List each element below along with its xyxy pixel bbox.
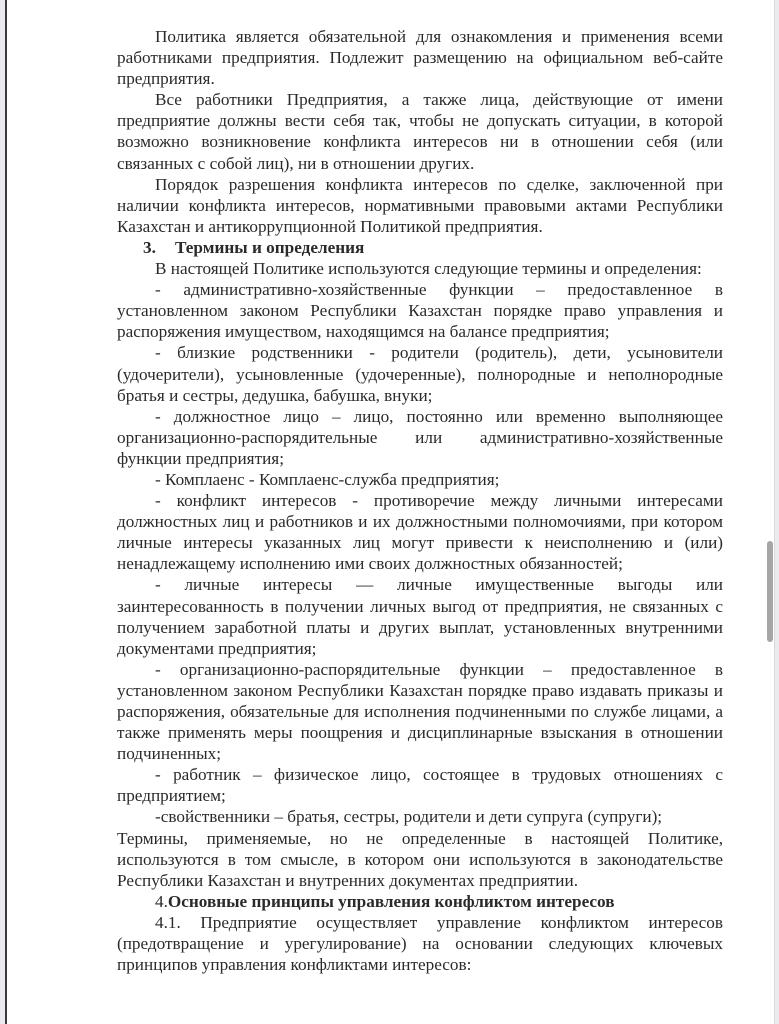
term-item: - должностное лицо – лицо, постоянно или временно выполняющее организационно-распорядительные или административно-хозяйственные функции предприятия; [117,406,723,468]
section-3-number: 3. [143,237,156,257]
term-item: - работник – физическое лицо, состоящее в трудовых отношениях с предприятием; [117,765,723,806]
term-item: - административно-хозяйственные функции – предоставленное в установленном законом Республики Казахстан порядке право управления и распоряжения имуществом, находящимся на балансе предприятия; [117,280,723,342]
section-4-title: Основные принципы управления конфликтом интересов [167,891,615,911]
section-4-1-paragraph: 4.1. Предприятие осуществляет управление конфликтом интересов (предотвращение и урегулирование) на основании следующих ключевых принципов управления конфликтами интересов: [117,912,723,975]
intro-paragraph-1: Политика является обязательной для ознакомления и применения всеми работниками предприятия. Подлежит размещению на официальном веб-сайте предприятия. [117,27,723,89]
vertical-scrollbar-thumb[interactable] [767,541,773,642]
intro-paragraph-2: Все работники Предприятия, а также лица, действующие от имени предприятие должны вести себя так, чтобы не допускать ситуации, в которой возможно возникновение конфликта интересов ни в отношении себя (или связанных с собой лиц), ни в отношении других. [117,90,723,173]
term-item: - конфликт интересов - противоречие между личными интересами должностных лиц и работников и их должностными полномочиями, при котором личные интересы указанных лиц могут привести к неисполнению и (или) ненадлежащему исполнению ими своих должностных обязанностей; [117,491,723,574]
term-item: - личные интересы — личные имущественные выгоды или заинтересованность в получении личных выгод от предприятия, не связанных с получением заработной платы и других выплат, установленных внутренними документами предприятия; [117,575,723,658]
section-3-heading [117,237,723,258]
page-edge [774,0,775,1024]
section-3-title: Термины и определения [175,237,365,257]
term-item: - близкие родственники - родители (родитель), дети, усыновители (удочерители), усыновленные (удочеренные), полнородные и неполнородные братья и сестры, дедушка, бабушка, внуки; [117,343,723,405]
section-4-heading [117,891,723,912]
term-item: -свойственники – братья, сестры, родители и дети супруга (супруги); [155,807,663,827]
intro-paragraph-3: Порядок разрешения конфликта интересов по сделке, заключенной при наличии конфликта интересов, нормативными правовыми актами Республики Казахстан и антикоррупционной Политикой предприятия. [117,174,723,236]
term-item: - организационно-распорядительные функции – предоставленное в установленном законом Республики Казахстан порядке право издавать приказы и распоряжения, обязательные для исполнения подчиненными по службе лицами, а также применять меры поощрения и дисциплинарные взыскания в отношении подчиненных; [117,659,723,764]
section-3-closing: Термины, применяемые, но не определенные в настоящей Политике, используются в том смысле, в котором они используются в законодательстве Республики Казахстан и внутренних документах предприятии. [117,828,723,890]
document-content [117,26,723,975]
section-4-number: 4. [155,891,168,911]
section-3-intro: В настоящей Политике используются следующие термины и определения: [155,259,702,279]
term-item: - Комплаенс - Комплаенс-служба предприятия; [155,469,500,489]
